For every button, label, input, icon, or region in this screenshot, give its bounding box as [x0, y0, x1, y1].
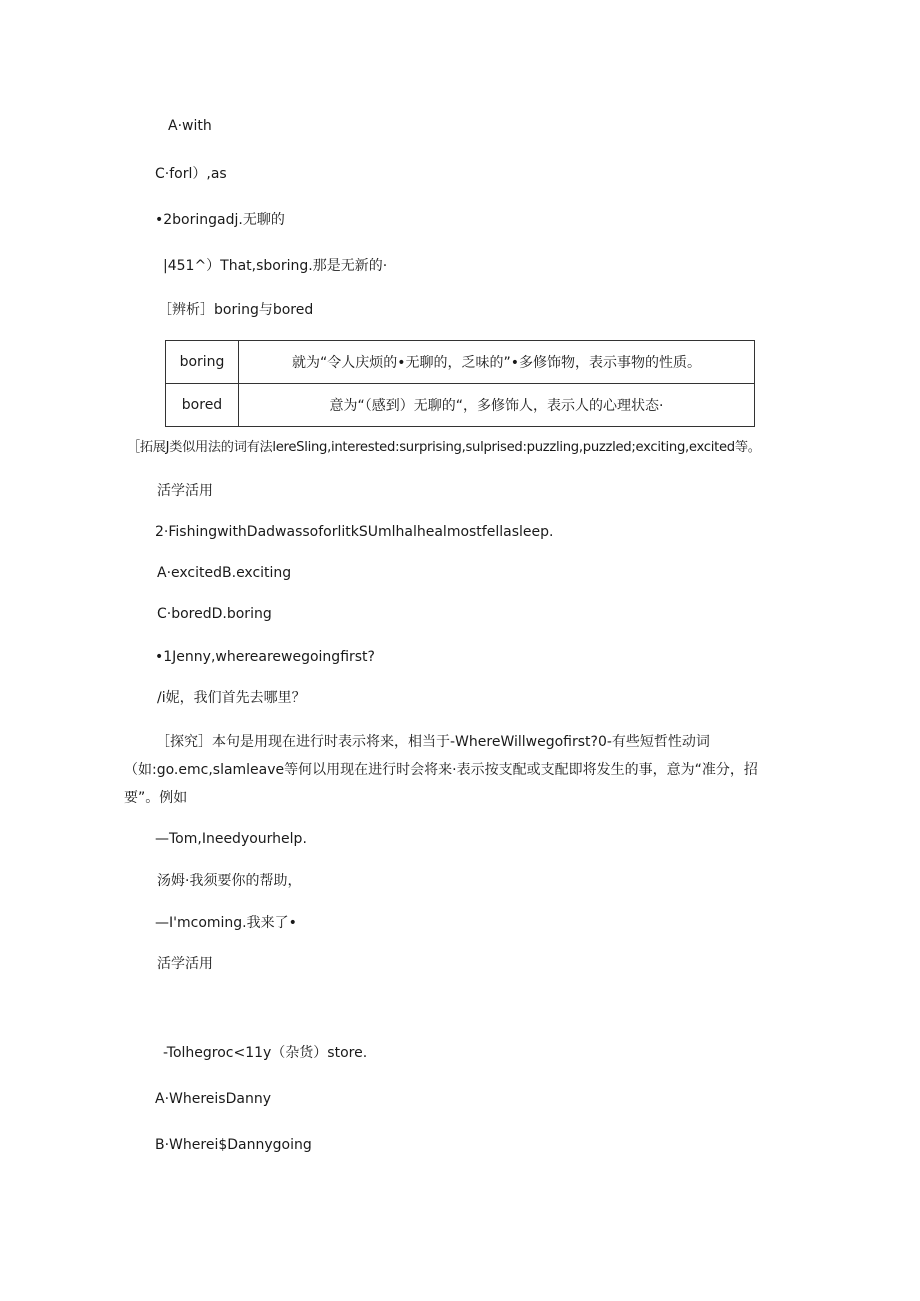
- option-a: A·WhereisDanny: [155, 1091, 271, 1107]
- option-b: B·Wherei$Dannygoing: [155, 1137, 312, 1153]
- comparison-table: [165, 340, 755, 427]
- practice-heading: 活学活用: [157, 483, 213, 499]
- practice-heading: 活学活用: [157, 956, 213, 972]
- explore-paragraph: ［探究］本句是用现在进行时表示将来，相当于-WhereWillwegofirst?0-有些短哲性动词（如:go.emc,slamleave等何以用现在进行时会将来·表示按支配或支配即将发生的事，意为“准分，招要”。例如: [124, 734, 758, 806]
- analysis-heading: ［辨析］boring与bored: [158, 302, 314, 318]
- key-sentence: •1Jenny,wherearewegoingfirst?: [155, 649, 375, 665]
- table-row: [166, 384, 755, 427]
- table-row: [166, 341, 755, 384]
- answer-line: -Tolhegroc<11y（杂货）store.: [163, 1045, 368, 1061]
- option-a-with: A·with: [168, 118, 212, 134]
- expand-note: ［拓展J类似用法的词有法lereSling,interested:surprising,sulprised:puzzling,puzzled;exciting,excited等。: [127, 440, 761, 455]
- practice-question: 2·FishingwithDadwassoforlitkSUmlhalhealmostfellasleep.: [155, 524, 554, 540]
- table-cell-desc: 就为“令人庆烦的•无聊的，乏味的”•多修饰物，表示事物的性质。: [239, 341, 755, 384]
- practice-options-ab: A·excitedB.exciting: [157, 565, 292, 581]
- practice-options-cd: C·boredD.boring: [157, 606, 272, 622]
- option-c-for-as: C·forl）,as: [155, 166, 227, 182]
- table-cell-desc: 意为“（感到）无聊的“，多修饰人，表示人的心理状态·: [239, 384, 755, 427]
- dialog-line-1-translation: 汤姆·我须要你的帮助，: [157, 873, 302, 889]
- example-sentence: |451^）That,sboring.那是无新的·: [163, 258, 388, 274]
- vocab-item-boring: •2boringadj.无聊的: [155, 212, 285, 228]
- table-cell-word: boring: [166, 341, 239, 384]
- dialog-line-2: —I'mcoming.我来了•: [155, 915, 297, 931]
- dialog-line-1: —Tom,Ineedyourhelp.: [155, 831, 307, 847]
- table-cell-word: bored: [166, 384, 239, 427]
- key-sentence-translation: /i妮，我们首先去哪里？: [157, 690, 306, 706]
